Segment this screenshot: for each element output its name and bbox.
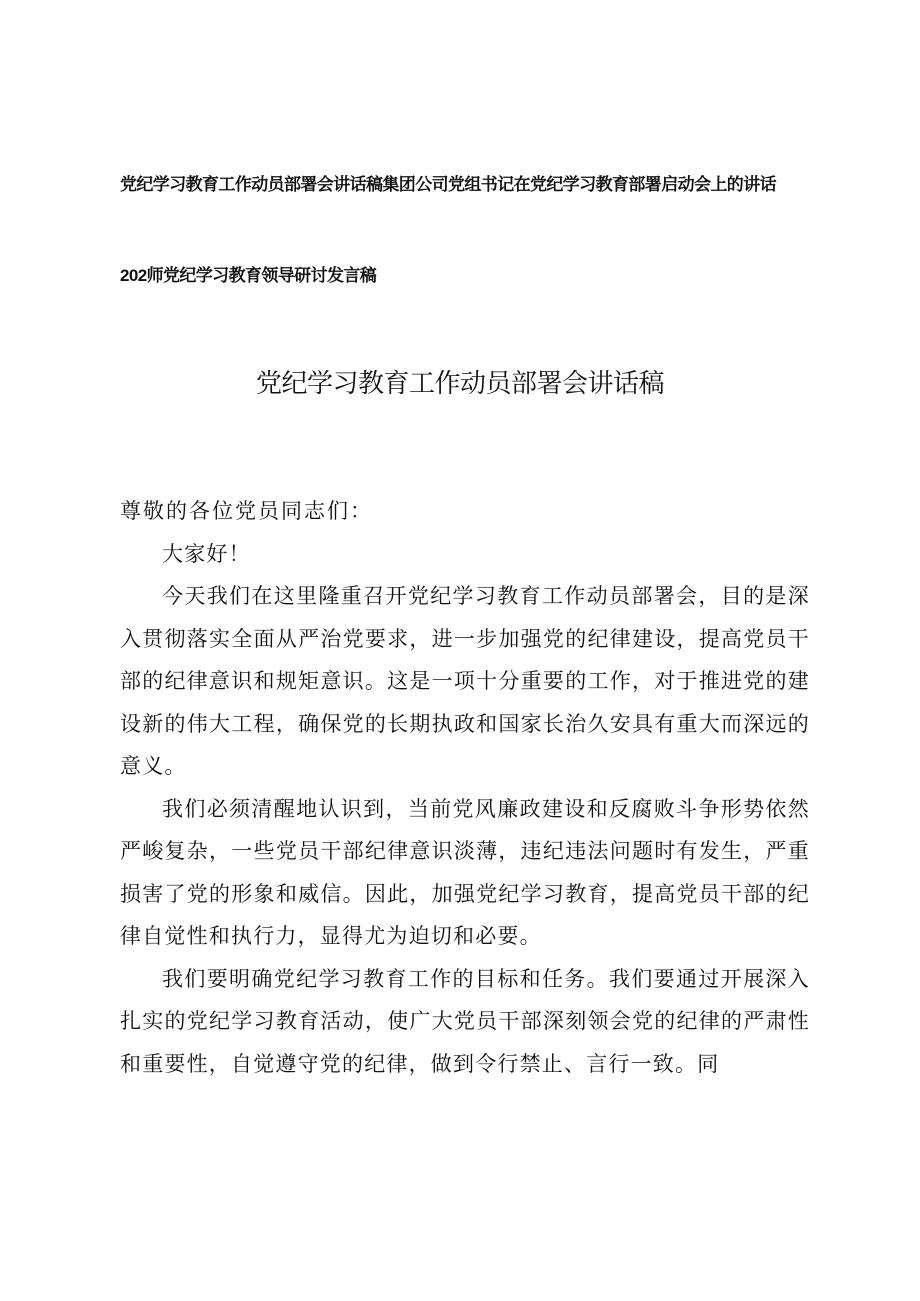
greeting: 大家好！ xyxy=(162,541,251,566)
paragraph-3: 我们要明确党纪学习教育工作的目标和任务。我们要通过开展深入扎实的党纪学习教育活动，使广大党员干部深刻领会党的纪律的严肃性和重要性，自觉遵守党的纪律，做到令行禁止、言行一致。同 xyxy=(120,966,810,1076)
document-title: 党纪学习教育工作动员部署会讲话稿 xyxy=(255,369,664,399)
paragraph-2: 我们必须清醒地认识到，当前党风廉政建设和反腐败斗争形势依然严峻复杂，一些党员干部纪律意识淡薄，违纪违法问题时有发生，严重损害了党的形象和威信。因此，加强党纪学习教育，提高党员干部的纪律自觉性和执行力，显得尤为迫切和必要。 xyxy=(120,796,810,948)
salutation: 尊敬的各位党员同志们： xyxy=(120,499,373,523)
header-line-2: 202师党纪学习教育领导研讨发言稿 xyxy=(120,266,377,285)
paragraph-1: 今天我们在这里隆重召开党纪学习教育工作动员部署会，目的是深入贯彻落实全面从严治党要求，进一步加强党的纪律建设，提高党员干部的纪律意识和规矩意识。这是一项十分重要的工作，对于推进党的建设新的伟大工程，确保党的长期执政和国家长治久安具有重大而深远的意义。 xyxy=(120,584,810,778)
header-line-1: 党纪学习教育工作动员部署会讲话稿集团公司党组书记在党纪学习教育部署启动会上的讲话 xyxy=(120,175,776,194)
document-body xyxy=(120,490,810,1085)
